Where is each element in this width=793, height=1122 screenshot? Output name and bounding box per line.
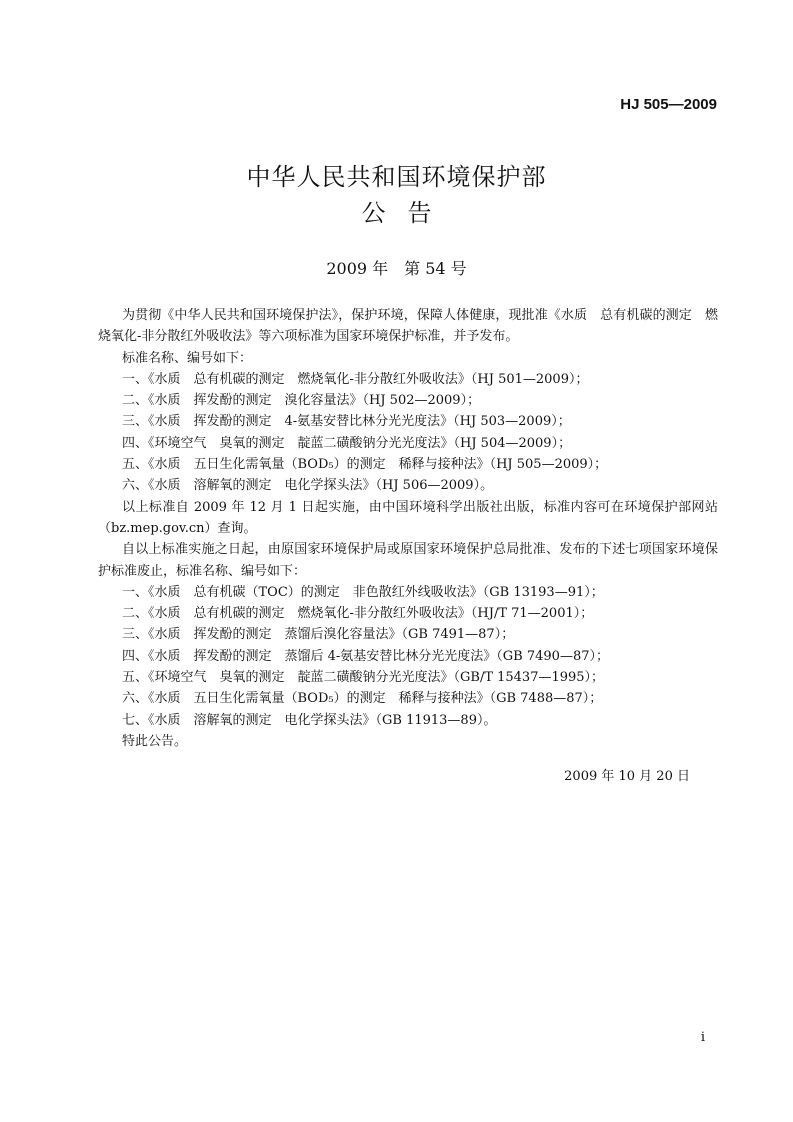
announcement-number: 2009 年 第 54 号 (326, 259, 467, 278)
implementation-paragraph: 以上标准自 2009 年 12 月 1 日起实施，由中国环境科学出版社出版，标准内容可在环境保护部网站（bz.mep.gov.cn）查询。 (98, 499, 718, 536)
list-item: 三、《水质 挥发酚的测定 4-氨基安替比林分光光度法》（HJ 503—2009）； (122, 414, 571, 430)
list-item: 一、《水质 总有机碳的测定 燃烧氧化-非分散红外吸收法》（HJ 501—2009）； (122, 371, 589, 387)
abolished-standards-list (98, 582, 718, 731)
ministry-title: 中华人民共和国环境保护部 (246, 163, 547, 191)
list-item: 一、《水质 总有机碳（TOC）的测定 非色散红外线吸收法》（GB 13193—91）； (122, 584, 604, 600)
list-item: 四、《水质 挥发酚的测定 蒸馏后 4-氨基安替比林分光光度法》（GB 7490—87）； (122, 648, 609, 664)
issue-date: 2009 年 10 月 20 日 (564, 769, 690, 784)
list-item: 五、《环境空气 臭氧的测定 靛蓝二磺酸钠分光光度法》（GB/T 15437—1995）； (122, 670, 605, 686)
list-item: 二、《水质 挥发酚的测定 溴化容量法》（HJ 502—2009）； (122, 393, 481, 409)
abolish-paragraph: 自以上标准实施之日起，由原国家环境保护局或原国家环境保护总局批准、发布的下述七项国家环境保护标准废止，标准名称、编号如下： (98, 542, 718, 579)
list-item: 五、《水质 五日生化需氧量（BOD₅）的测定 稀释与接种法》（HJ 505—2009）； (122, 457, 608, 473)
page-number: i (700, 1030, 705, 1045)
list-item: 四、《环境空气 臭氧的测定 靛蓝二磺酸钠分光光度法》（HJ 504—2009）； (122, 435, 572, 451)
list-item: 三、《水质 挥发酚的测定 蒸馏后溴化容量法》（GB 7491—87）； (122, 627, 515, 643)
list-item: 六、《水质 五日生化需氧量（BOD₅）的测定 稀释与接种法》（GB 7488—87）； (122, 691, 603, 707)
standard-code: HJ 505—2009 (620, 96, 717, 113)
closing-line: 特此公告。 (122, 733, 188, 749)
list-item: 六、《水质 溶解氧的测定 电化学探头法》（HJ 506—2009）。 (122, 478, 494, 494)
intro-paragraph: 为贯彻《中华人民共和国环境保护法》，保护环境，保障人体健康，现批准《水质 总有机碳的测定 燃烧氧化-非分散红外吸收法》等六项标准为国家环境保护标准，并予发布。 (98, 308, 718, 345)
new-standards-list (98, 369, 718, 497)
announcement-title: 公告 (361, 199, 454, 227)
list-item: 七、《水质 溶解氧的测定 电化学探头法》（GB 11913—89）。 (122, 712, 497, 728)
list-intro: 标准名称、编号如下： (122, 350, 253, 366)
list-item: 二、《水质 总有机碳的测定 燃烧氧化-非分散红外吸收法》（HJ/T 71—2001）； (122, 606, 594, 622)
announcement-body (98, 305, 718, 752)
